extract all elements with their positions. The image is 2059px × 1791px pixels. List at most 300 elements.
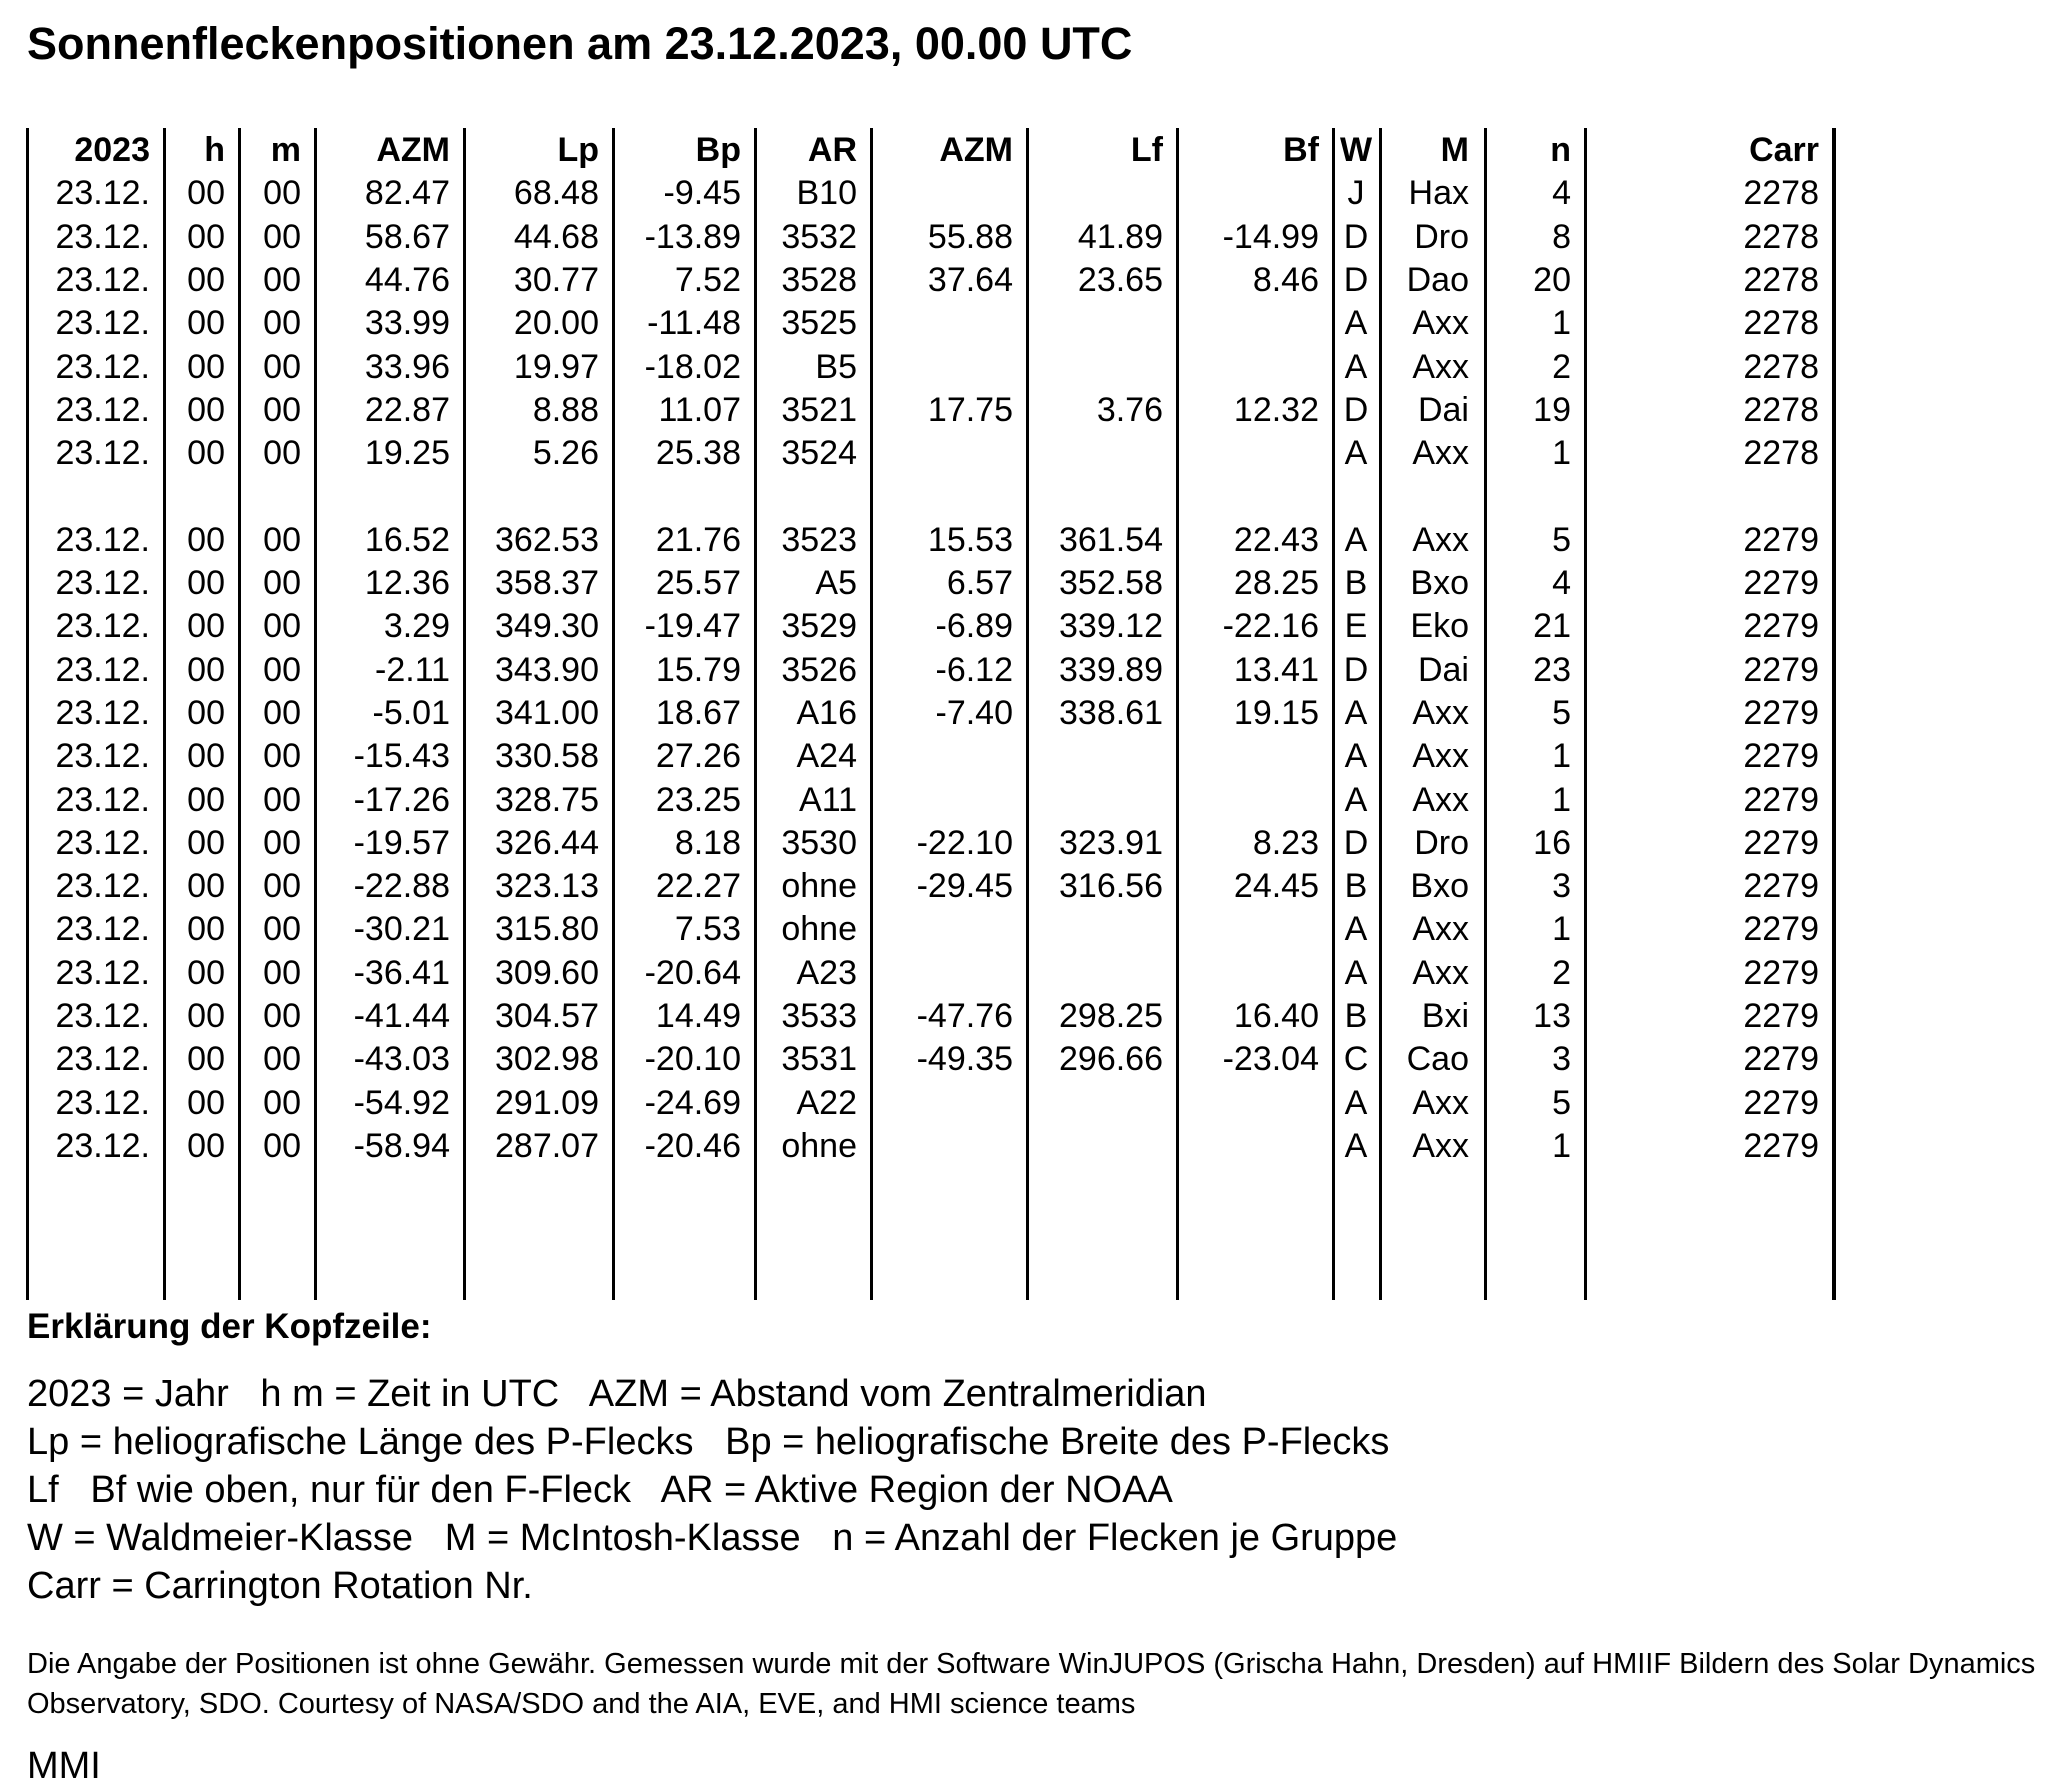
- cell-ar: 3526: [781, 650, 857, 689]
- cell-azm-f: 17.75: [927, 390, 1013, 429]
- cell-minute: 00: [263, 867, 301, 906]
- cell-lf: 339.89: [1059, 650, 1163, 689]
- cell-hour: 00: [187, 304, 225, 343]
- cell-carrington: 2278: [1743, 217, 1819, 256]
- cell-minute: 00: [263, 693, 301, 732]
- cell-azm-p: -17.26: [353, 780, 450, 819]
- cell-lp: 291.09: [495, 1083, 599, 1122]
- cell-date: 23.12.: [55, 260, 150, 299]
- cell-lp: 343.90: [495, 650, 599, 689]
- cell-lp: 287.07: [495, 1126, 599, 1165]
- cell-carrington: 2279: [1743, 910, 1819, 949]
- cell-hour: 00: [187, 910, 225, 949]
- cell-waldmeier: D: [1343, 390, 1369, 429]
- cell-carrington: 2279: [1743, 564, 1819, 602]
- cell-mcintosh: Axx: [1412, 1126, 1469, 1165]
- cell-waldmeier: A: [1344, 737, 1368, 776]
- cell-date: 23.12.: [55, 434, 150, 473]
- cell-waldmeier: A: [1344, 1126, 1368, 1165]
- page-title: Sonnenfleckenpositionen am 23.12.2023, 00.00 UTC: [27, 18, 1133, 69]
- cell-lf: 3.76: [1096, 390, 1163, 429]
- cell-date: 23.12.: [55, 693, 150, 732]
- cell-lf: 41.89: [1077, 217, 1163, 256]
- cell-date: 23.12.: [55, 953, 150, 992]
- cell-count: 5: [1552, 1083, 1571, 1122]
- cell-waldmeier: D: [1343, 650, 1369, 689]
- cell-count: 13: [1533, 997, 1571, 1035]
- cell-lp: 341.00: [495, 693, 599, 732]
- legend-line: Lf Bf wie oben, nur für den F-Fleck AR = Aktive Region der NOAA: [27, 1469, 1173, 1511]
- cell-bf: 12.32: [1233, 390, 1319, 429]
- cell-minute: 00: [263, 780, 301, 819]
- cell-mcintosh: Axx: [1412, 780, 1469, 819]
- cell-waldmeier: A: [1344, 520, 1368, 559]
- cell-date: 23.12.: [55, 867, 150, 906]
- cell-date: 23.12.: [55, 1126, 150, 1165]
- cell-bf: -23.04: [1222, 1040, 1319, 1079]
- cell-azm-p: 33.96: [364, 347, 450, 386]
- cell-date: 23.12.: [55, 390, 150, 429]
- cell-bf: 24.45: [1233, 867, 1319, 906]
- cell-waldmeier: A: [1344, 953, 1368, 992]
- cell-azm-f: -22.10: [916, 823, 1013, 862]
- cell-azm-p: -36.41: [353, 953, 450, 992]
- legend-line: Lp = heliografische Länge des P-Flecks Bp = heliografische Breite des P-Flecks: [27, 1421, 1390, 1463]
- cell-azm-p: -58.94: [353, 1126, 450, 1165]
- cell-azm-p: 3.29: [383, 607, 450, 646]
- cell-mcintosh: Bxo: [1410, 564, 1469, 602]
- cell-lp: 8.88: [532, 390, 599, 429]
- cell-mcintosh: Bxi: [1421, 997, 1469, 1035]
- cell-azm-p: 22.87: [364, 390, 450, 429]
- header-waldmeier: W: [1339, 131, 1373, 169]
- cell-lp: 30.77: [513, 260, 599, 299]
- legend-title: Erklärung der Kopfzeile:: [27, 1307, 432, 1346]
- cell-date: 23.12.: [55, 650, 150, 689]
- cell-lp: 330.58: [495, 737, 599, 776]
- cell-bp: -18.02: [644, 347, 741, 386]
- cell-azm-p: -43.03: [353, 1040, 450, 1079]
- cell-mcintosh: Axx: [1412, 434, 1469, 473]
- cell-waldmeier: D: [1343, 823, 1369, 862]
- cell-ar: ohne: [781, 867, 857, 906]
- cell-bp: 18.67: [655, 693, 741, 732]
- cell-lp: 5.26: [532, 434, 599, 473]
- cell-carrington: 2278: [1743, 174, 1819, 213]
- cell-hour: 00: [187, 1040, 225, 1079]
- cell-minute: 00: [263, 1126, 301, 1165]
- cell-waldmeier: A: [1344, 304, 1368, 343]
- cell-hour: 00: [187, 1126, 225, 1165]
- cell-bp: 7.53: [674, 910, 741, 949]
- cell-mcintosh: Cao: [1406, 1040, 1469, 1079]
- cell-date: 23.12.: [55, 217, 150, 256]
- cell-azm-f: -29.45: [916, 867, 1013, 906]
- cell-lf: 323.91: [1059, 823, 1163, 862]
- cell-azm-p: -22.88: [353, 867, 450, 906]
- cell-azm-f: -6.89: [935, 607, 1013, 646]
- cell-lf: 339.12: [1059, 607, 1163, 646]
- cell-azm-p: -41.44: [353, 997, 450, 1035]
- cell-carrington: 2279: [1743, 823, 1819, 862]
- cell-bf: 22.43: [1233, 520, 1319, 559]
- cell-minute: 00: [263, 910, 301, 949]
- cell-minute: 00: [263, 434, 301, 473]
- cell-date: 23.12.: [55, 1083, 150, 1122]
- cell-count: 3: [1552, 867, 1571, 906]
- cell-azm-p: -19.57: [353, 823, 450, 862]
- cell-waldmeier: E: [1344, 607, 1368, 646]
- cell-hour: 00: [187, 693, 225, 732]
- cell-lp: 19.97: [513, 347, 599, 386]
- cell-lp: 44.68: [513, 217, 599, 256]
- cell-count: 3: [1552, 1040, 1571, 1079]
- cell-count: 19: [1533, 390, 1571, 429]
- cell-count: 4: [1552, 564, 1571, 602]
- header-date: 2023: [74, 131, 150, 169]
- cell-bp: -11.48: [647, 304, 741, 343]
- cell-bp: 25.57: [655, 564, 741, 602]
- cell-waldmeier: A: [1344, 780, 1368, 819]
- header-mcintosh: M: [1440, 131, 1469, 169]
- cell-minute: 00: [263, 737, 301, 776]
- cell-count: 1: [1552, 737, 1571, 776]
- cell-azm-p: 12.36: [364, 564, 450, 602]
- cell-bf: 13.41: [1233, 650, 1319, 689]
- cell-lf: 338.61: [1059, 693, 1163, 732]
- cell-bp: 21.76: [655, 520, 741, 559]
- cell-azm-p: 44.76: [364, 260, 450, 299]
- cell-minute: 00: [263, 953, 301, 992]
- cell-minute: 00: [263, 1040, 301, 1079]
- header-count: n: [1550, 131, 1571, 169]
- cell-hour: 00: [187, 520, 225, 559]
- cell-minute: 00: [263, 174, 301, 213]
- cell-bp: 25.38: [655, 434, 741, 473]
- cell-mcintosh: Hax: [1408, 174, 1469, 213]
- header-lp: Lp: [557, 131, 599, 169]
- header-bf: Bf: [1283, 131, 1319, 169]
- cell-waldmeier: D: [1343, 260, 1369, 299]
- cell-mcintosh: Dro: [1414, 217, 1469, 256]
- cell-lp: 326.44: [495, 823, 599, 862]
- cell-bp: 15.79: [655, 650, 741, 689]
- cell-azm-f: -47.76: [916, 997, 1013, 1035]
- disclaimer-note: Die Angabe der Positionen ist ohne Gewähr. Gemessen wurde mit der Software WinJUPOS (Grischa Hahn, Dresden) auf HMIIF Bildern des Solar Dynamics Observatory, SDO. Courtesy of NASA/SDO and the AIA, EVE, and HMI science teams: [27, 1648, 2036, 1720]
- cell-count: 20: [1533, 260, 1571, 299]
- cell-mcintosh: Axx: [1412, 304, 1469, 343]
- header-minute: m: [270, 131, 301, 169]
- cell-carrington: 2278: [1743, 260, 1819, 299]
- cell-lp: 349.30: [495, 607, 599, 646]
- cell-azm-f: 6.57: [946, 564, 1013, 602]
- cell-ar: 3525: [781, 304, 857, 343]
- cell-carrington: 2279: [1743, 1040, 1819, 1079]
- cell-ar: 3521: [781, 390, 857, 429]
- signature: MMI: [27, 1745, 101, 1787]
- cell-count: 2: [1552, 953, 1571, 992]
- cell-azm-f: -7.40: [935, 693, 1013, 732]
- cell-carrington: 2278: [1743, 347, 1819, 386]
- cell-bf: -14.99: [1222, 217, 1319, 256]
- cell-bp: 8.18: [674, 823, 741, 862]
- cell-mcintosh: Dro: [1414, 823, 1469, 862]
- cell-minute: 00: [263, 260, 301, 299]
- cell-mcintosh: Dao: [1406, 260, 1469, 299]
- cell-ar: B5: [815, 347, 857, 386]
- cell-count: 2: [1552, 347, 1571, 386]
- cell-lp: 304.57: [495, 997, 599, 1035]
- cell-minute: 00: [263, 650, 301, 689]
- cell-mcintosh: Axx: [1412, 347, 1469, 386]
- cell-ar: A22: [796, 1083, 857, 1122]
- cell-hour: 00: [187, 217, 225, 256]
- cell-hour: 00: [187, 564, 225, 602]
- cell-bp: 27.26: [655, 737, 741, 776]
- cell-waldmeier: B: [1344, 564, 1368, 602]
- cell-lf: 352.58: [1059, 564, 1163, 602]
- column-divider: [1832, 128, 1836, 1300]
- cell-carrington: 2279: [1743, 1083, 1819, 1122]
- cell-waldmeier: B: [1344, 867, 1368, 906]
- cell-bp: -20.64: [644, 953, 741, 992]
- header-ar: AR: [807, 131, 857, 169]
- cell-bf: 8.46: [1252, 260, 1319, 299]
- cell-minute: 00: [263, 607, 301, 646]
- cell-azm-p: -5.01: [372, 693, 450, 732]
- column-divider: [1584, 128, 1587, 1300]
- sunspot-table: [26, 128, 1849, 1300]
- cell-count: 1: [1552, 780, 1571, 819]
- cell-bp: 22.27: [655, 867, 741, 906]
- cell-count: 16: [1533, 823, 1571, 862]
- cell-carrington: 2279: [1743, 737, 1819, 776]
- cell-hour: 00: [187, 174, 225, 213]
- cell-ar: 3531: [781, 1040, 857, 1079]
- cell-carrington: 2279: [1743, 693, 1819, 732]
- legend-line: Carr = Carrington Rotation Nr.: [27, 1565, 533, 1607]
- cell-bp: 14.49: [655, 997, 741, 1035]
- cell-mcintosh: Bxo: [1410, 867, 1469, 906]
- cell-bp: -13.89: [644, 217, 741, 256]
- cell-date: 23.12.: [55, 910, 150, 949]
- cell-ar: A24: [796, 737, 857, 776]
- cell-bp: -19.47: [644, 607, 741, 646]
- cell-ar: 3528: [781, 260, 857, 299]
- cell-hour: 00: [187, 953, 225, 992]
- cell-ar: B10: [796, 174, 857, 213]
- cell-date: 23.12.: [55, 304, 150, 343]
- cell-ar: 3524: [781, 434, 857, 473]
- cell-azm-f: 37.64: [927, 260, 1013, 299]
- header-hour: h: [204, 131, 225, 169]
- cell-carrington: 2279: [1743, 607, 1819, 646]
- cell-lp: 328.75: [495, 780, 599, 819]
- legend-line: 2023 = Jahr h m = Zeit in UTC AZM = Abstand vom Zentralmeridian: [27, 1373, 1207, 1415]
- cell-azm-p: 58.67: [364, 217, 450, 256]
- cell-carrington: 2279: [1743, 953, 1819, 992]
- cell-date: 23.12.: [55, 607, 150, 646]
- header-carrington: Carr: [1749, 131, 1819, 169]
- cell-hour: 00: [187, 867, 225, 906]
- cell-count: 1: [1552, 304, 1571, 343]
- cell-mcintosh: Axx: [1412, 737, 1469, 776]
- cell-lp: 358.37: [495, 564, 599, 602]
- cell-lf: 298.25: [1059, 997, 1163, 1035]
- cell-minute: 00: [263, 304, 301, 343]
- cell-count: 8: [1552, 217, 1571, 256]
- cell-minute: 00: [263, 390, 301, 429]
- cell-ar: ohne: [781, 910, 857, 949]
- cell-minute: 00: [263, 564, 301, 602]
- cell-waldmeier: C: [1343, 1040, 1369, 1079]
- cell-count: 1: [1552, 434, 1571, 473]
- cell-count: 5: [1552, 693, 1571, 732]
- cell-hour: 00: [187, 650, 225, 689]
- cell-date: 23.12.: [55, 737, 150, 776]
- cell-count: 5: [1552, 520, 1571, 559]
- cell-azm-p: -2.11: [375, 650, 450, 689]
- cell-waldmeier: B: [1344, 997, 1368, 1035]
- cell-minute: 00: [263, 823, 301, 862]
- cell-ar: 3533: [781, 997, 857, 1035]
- cell-waldmeier: A: [1344, 347, 1368, 386]
- cell-hour: 00: [187, 260, 225, 299]
- cell-waldmeier: D: [1343, 217, 1369, 256]
- cell-lf: 316.56: [1059, 867, 1163, 906]
- cell-hour: 00: [187, 1083, 225, 1122]
- cell-ar: 3532: [781, 217, 857, 256]
- cell-waldmeier: A: [1344, 434, 1368, 473]
- cell-date: 23.12.: [55, 780, 150, 819]
- cell-bf: 8.23: [1252, 823, 1319, 862]
- cell-count: 4: [1552, 174, 1571, 213]
- cell-hour: 00: [187, 997, 225, 1035]
- cell-hour: 00: [187, 823, 225, 862]
- cell-count: 1: [1552, 1126, 1571, 1165]
- cell-carrington: 2279: [1743, 650, 1819, 689]
- header-azm-p: AZM: [376, 131, 450, 169]
- cell-azm-f: 55.88: [927, 217, 1013, 256]
- cell-ar: A5: [815, 564, 857, 602]
- header-azm-f: AZM: [939, 131, 1013, 169]
- cell-count: 1: [1552, 910, 1571, 949]
- cell-waldmeier: A: [1344, 693, 1368, 732]
- cell-bp: 7.52: [674, 260, 741, 299]
- cell-mcintosh: Axx: [1412, 1083, 1469, 1122]
- cell-bf: 16.40: [1233, 997, 1319, 1035]
- cell-bp: -24.69: [644, 1083, 741, 1122]
- cell-mcintosh: Axx: [1412, 953, 1469, 992]
- cell-waldmeier: J: [1347, 174, 1365, 213]
- cell-bp: 23.25: [655, 780, 741, 819]
- cell-mcintosh: Axx: [1412, 693, 1469, 732]
- cell-carrington: 2278: [1743, 390, 1819, 429]
- cell-lp: 68.48: [513, 174, 599, 213]
- cell-azm-p: 16.52: [364, 520, 450, 559]
- cell-hour: 00: [187, 607, 225, 646]
- cell-azm-f: 15.53: [927, 520, 1013, 559]
- cell-bp: -20.10: [644, 1040, 741, 1079]
- cell-date: 23.12.: [55, 347, 150, 386]
- cell-count: 23: [1533, 650, 1571, 689]
- cell-azm-p: 82.47: [364, 174, 450, 213]
- cell-ar: 3529: [781, 607, 857, 646]
- cell-bf: 19.15: [1233, 693, 1319, 732]
- cell-carrington: 2278: [1743, 434, 1819, 473]
- cell-lp: 362.53: [495, 520, 599, 559]
- cell-date: 23.12.: [55, 1040, 150, 1079]
- cell-ar: A16: [796, 693, 857, 732]
- cell-azm-p: -30.21: [353, 910, 450, 949]
- cell-carrington: 2279: [1743, 867, 1819, 906]
- cell-hour: 00: [187, 434, 225, 473]
- cell-lf: 23.65: [1077, 260, 1163, 299]
- cell-lf: 361.54: [1059, 520, 1163, 559]
- cell-waldmeier: A: [1344, 1083, 1368, 1122]
- cell-carrington: 2278: [1743, 304, 1819, 343]
- cell-waldmeier: A: [1344, 910, 1368, 949]
- legend-line: W = Waldmeier-Klasse M = McIntosh-Klasse n = Anzahl der Flecken je Gruppe: [27, 1517, 1398, 1559]
- cell-mcintosh: Axx: [1412, 910, 1469, 949]
- cell-date: 23.12.: [55, 564, 150, 602]
- cell-ar: ohne: [781, 1126, 857, 1165]
- cell-minute: 00: [263, 217, 301, 256]
- cell-ar: 3523: [781, 520, 857, 559]
- cell-mcintosh: Eko: [1410, 607, 1469, 646]
- cell-azm-p: -15.43: [353, 737, 450, 776]
- cell-bp: -9.45: [663, 174, 741, 213]
- header-bp: Bp: [695, 131, 741, 169]
- cell-azm-p: -54.92: [353, 1083, 450, 1122]
- cell-lf: 296.66: [1059, 1040, 1163, 1079]
- cell-ar: A11: [799, 780, 857, 819]
- cell-minute: 00: [263, 1083, 301, 1122]
- cell-bf: -22.16: [1222, 607, 1319, 646]
- cell-ar: 3530: [781, 823, 857, 862]
- cell-date: 23.12.: [55, 997, 150, 1035]
- cell-carrington: 2279: [1743, 780, 1819, 819]
- cell-date: 23.12.: [55, 823, 150, 862]
- cell-hour: 00: [187, 390, 225, 429]
- cell-date: 23.12.: [55, 174, 150, 213]
- cell-mcintosh: Dai: [1417, 650, 1469, 689]
- cell-mcintosh: Axx: [1412, 520, 1469, 559]
- cell-lp: 309.60: [495, 953, 599, 992]
- cell-mcintosh: Dai: [1417, 390, 1469, 429]
- cell-lp: 302.98: [495, 1040, 599, 1079]
- cell-minute: 00: [263, 520, 301, 559]
- cell-lp: 20.00: [513, 304, 599, 343]
- cell-lp: 315.80: [495, 910, 599, 949]
- cell-minute: 00: [263, 997, 301, 1035]
- cell-count: 21: [1533, 607, 1571, 646]
- cell-date: 23.12.: [55, 520, 150, 559]
- cell-hour: 00: [187, 737, 225, 776]
- cell-lp: 323.13: [495, 867, 599, 906]
- cell-bf: 28.25: [1233, 564, 1319, 602]
- cell-azm-f: -6.12: [935, 650, 1013, 689]
- cell-azm-p: 33.99: [364, 304, 450, 343]
- cell-hour: 00: [187, 347, 225, 386]
- cell-bp: 11.07: [658, 390, 741, 429]
- cell-bp: -20.46: [644, 1126, 741, 1165]
- cell-carrington: 2279: [1743, 997, 1819, 1035]
- cell-ar: A23: [796, 953, 857, 992]
- cell-azm-p: 19.25: [364, 434, 450, 473]
- cell-carrington: 2279: [1743, 1126, 1819, 1165]
- cell-azm-f: -49.35: [916, 1040, 1013, 1079]
